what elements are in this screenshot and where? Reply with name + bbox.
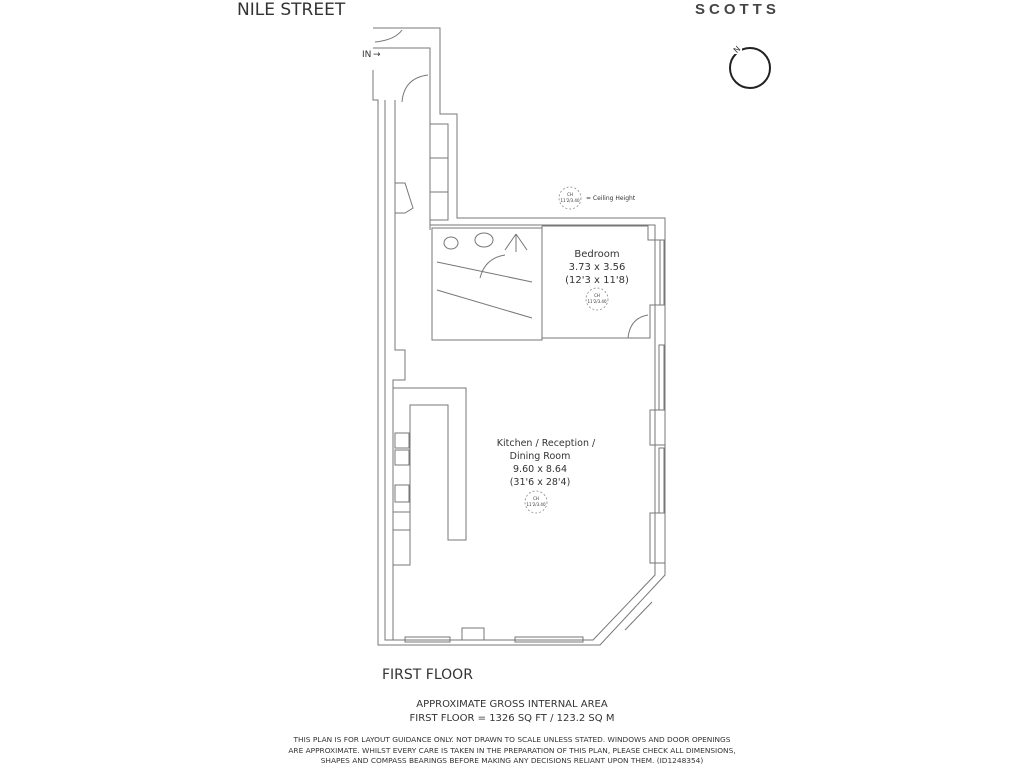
disclaimer bbox=[0, 735, 1024, 767]
svg-text:= Ceiling Height: = Ceiling Height bbox=[586, 195, 636, 202]
entrance-label: IN bbox=[362, 50, 372, 60]
disclaimer-line: SHAPES AND COMPASS BEARINGS BEFORE MAKING ANY DECISIONS RELIANT UPON THEM. (ID1248354) bbox=[320, 756, 704, 765]
svg-text:CH: CH bbox=[567, 192, 573, 197]
svg-text:Dining Room: Dining Room bbox=[509, 451, 571, 462]
svg-text:9.60 x 8.64: 9.60 x 8.64 bbox=[513, 464, 567, 475]
svg-text:(31'6 x 28'4): (31'6 x 28'4) bbox=[509, 477, 571, 488]
room-kitchen-reception-dining bbox=[497, 438, 596, 513]
svg-text:11'2/3.40: 11'2/3.40 bbox=[526, 502, 546, 507]
svg-text:3.73 x 3.56: 3.73 x 3.56 bbox=[568, 262, 626, 273]
walls bbox=[373, 28, 665, 645]
arrow-right-icon: → bbox=[373, 50, 381, 60]
area-summary bbox=[0, 698, 1024, 726]
area-title: APPROXIMATE GROSS INTERNAL AREA bbox=[416, 699, 608, 710]
svg-text:Bedroom: Bedroom bbox=[574, 249, 620, 260]
svg-text:11'2/3.40: 11'2/3.40 bbox=[587, 299, 607, 304]
brand-logo: SCOTTS bbox=[695, 1, 780, 18]
svg-text:CH: CH bbox=[594, 293, 600, 298]
ceiling-height-legend bbox=[559, 187, 636, 209]
svg-text:CH: CH bbox=[533, 496, 539, 501]
room-bedroom bbox=[565, 249, 629, 310]
svg-text:11'2/3.40: 11'2/3.40 bbox=[560, 198, 580, 203]
area-value: FIRST FLOOR = 1326 SQ FT / 123.2 SQ M bbox=[409, 713, 615, 724]
compass-icon bbox=[730, 44, 770, 88]
disclaimer-line: ARE APPROXIMATE. WHILST EVERY CARE IS TAKEN IN THE PREPARATION OF THIS PLAN, PLEASE CHECK ALL DIMENSIONS, bbox=[288, 745, 736, 755]
floor-label: FIRST FLOOR bbox=[382, 667, 473, 683]
street-title: NILE STREET bbox=[237, 0, 346, 20]
disclaimer-line: THIS PLAN IS FOR LAYOUT GUIDANCE ONLY. NOT DRAWN TO SCALE UNLESS STATED. WINDOWS AND DOOR OPENINGS bbox=[293, 735, 731, 744]
svg-text:(12'3 x 11'8): (12'3 x 11'8) bbox=[565, 275, 629, 286]
svg-text:Kitchen / Reception /: Kitchen / Reception / bbox=[496, 438, 596, 449]
svg-text:N: N bbox=[731, 44, 743, 55]
